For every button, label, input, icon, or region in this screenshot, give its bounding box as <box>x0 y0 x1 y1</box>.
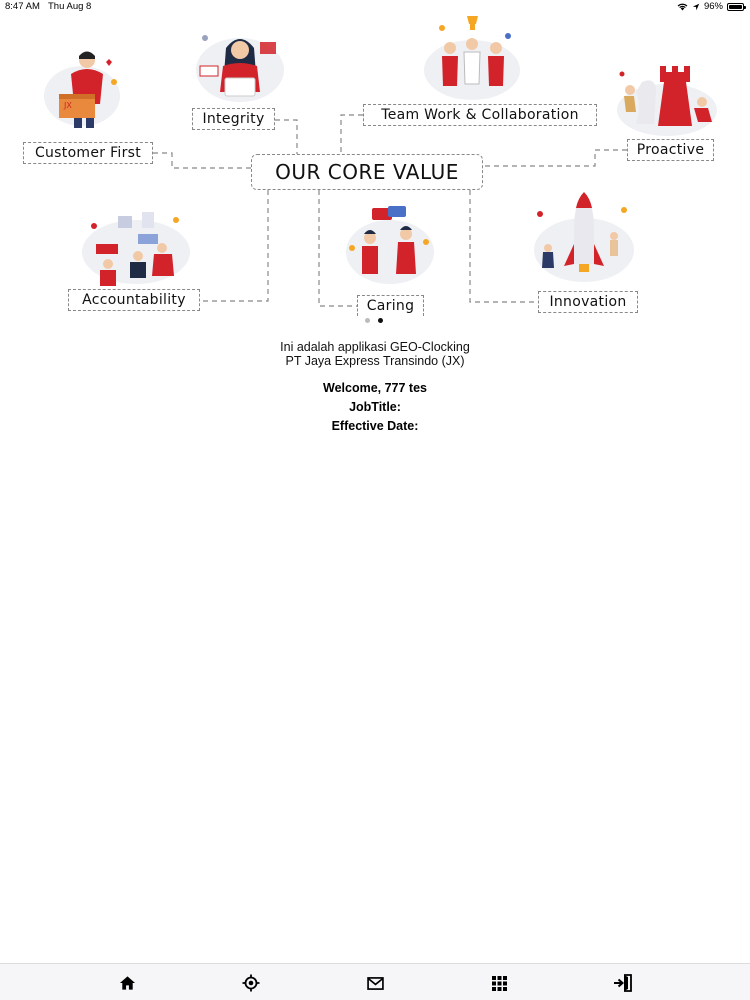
grid-icon <box>492 976 507 991</box>
home-icon <box>119 975 136 991</box>
battery-percent: 96% <box>703 1 723 12</box>
status-date: Thu Aug 8 <box>48 1 92 12</box>
welcome-text: Welcome, 777 tes <box>323 381 427 395</box>
value-label-caring: Caring <box>357 295 424 316</box>
value-label-proactive: Proactive <box>627 139 714 161</box>
core-value-title: OUR CORE VALUE <box>251 154 483 190</box>
teamwork-illustration <box>420 14 525 102</box>
location-arrow-icon <box>692 3 700 11</box>
customer-first-illustration <box>40 44 130 134</box>
status-bar <box>0 0 750 14</box>
location-target-icon <box>242 974 260 992</box>
status-time: 8:47 AM <box>5 1 40 12</box>
bottom-tab-bar <box>0 963 750 1000</box>
caring-illustration <box>342 204 438 286</box>
tab-location[interactable] <box>240 972 262 994</box>
core-value-banner[interactable] <box>0 14 750 316</box>
job-title: JobTitle: <box>349 400 401 414</box>
value-label-teamwork: Team Work & Collaboration <box>363 104 597 126</box>
battery-icon <box>727 3 744 11</box>
page-dot-2[interactable] <box>378 318 383 323</box>
wifi-icon <box>677 3 688 11</box>
mail-icon <box>367 977 384 990</box>
page-dot-1[interactable] <box>365 318 370 323</box>
integrity-illustration <box>190 22 285 104</box>
proactive-illustration <box>612 62 727 140</box>
tab-logout[interactable] <box>612 972 634 994</box>
value-label-innovation: Innovation <box>538 291 638 313</box>
logout-icon <box>613 974 633 992</box>
tab-mail[interactable] <box>364 972 386 994</box>
tab-menu[interactable] <box>488 972 510 994</box>
app-description-line2: PT Jaya Express Transindo (JX) <box>285 354 465 368</box>
effective-date: Effective Date: <box>331 419 419 433</box>
accountability-illustration <box>78 206 193 286</box>
page-indicator[interactable] <box>365 318 383 323</box>
tab-home[interactable] <box>116 972 138 994</box>
innovation-illustration <box>530 188 638 286</box>
app-info <box>0 340 750 436</box>
value-label-integrity: Integrity <box>192 108 275 130</box>
app-description-line1: Ini adalah applikasi GEO-Clocking <box>280 340 470 354</box>
jx-logo-text: JX <box>64 101 72 110</box>
status-right <box>677 0 744 14</box>
value-label-customer-first: Customer First <box>23 142 153 164</box>
value-label-accountability: Accountability <box>68 289 200 311</box>
